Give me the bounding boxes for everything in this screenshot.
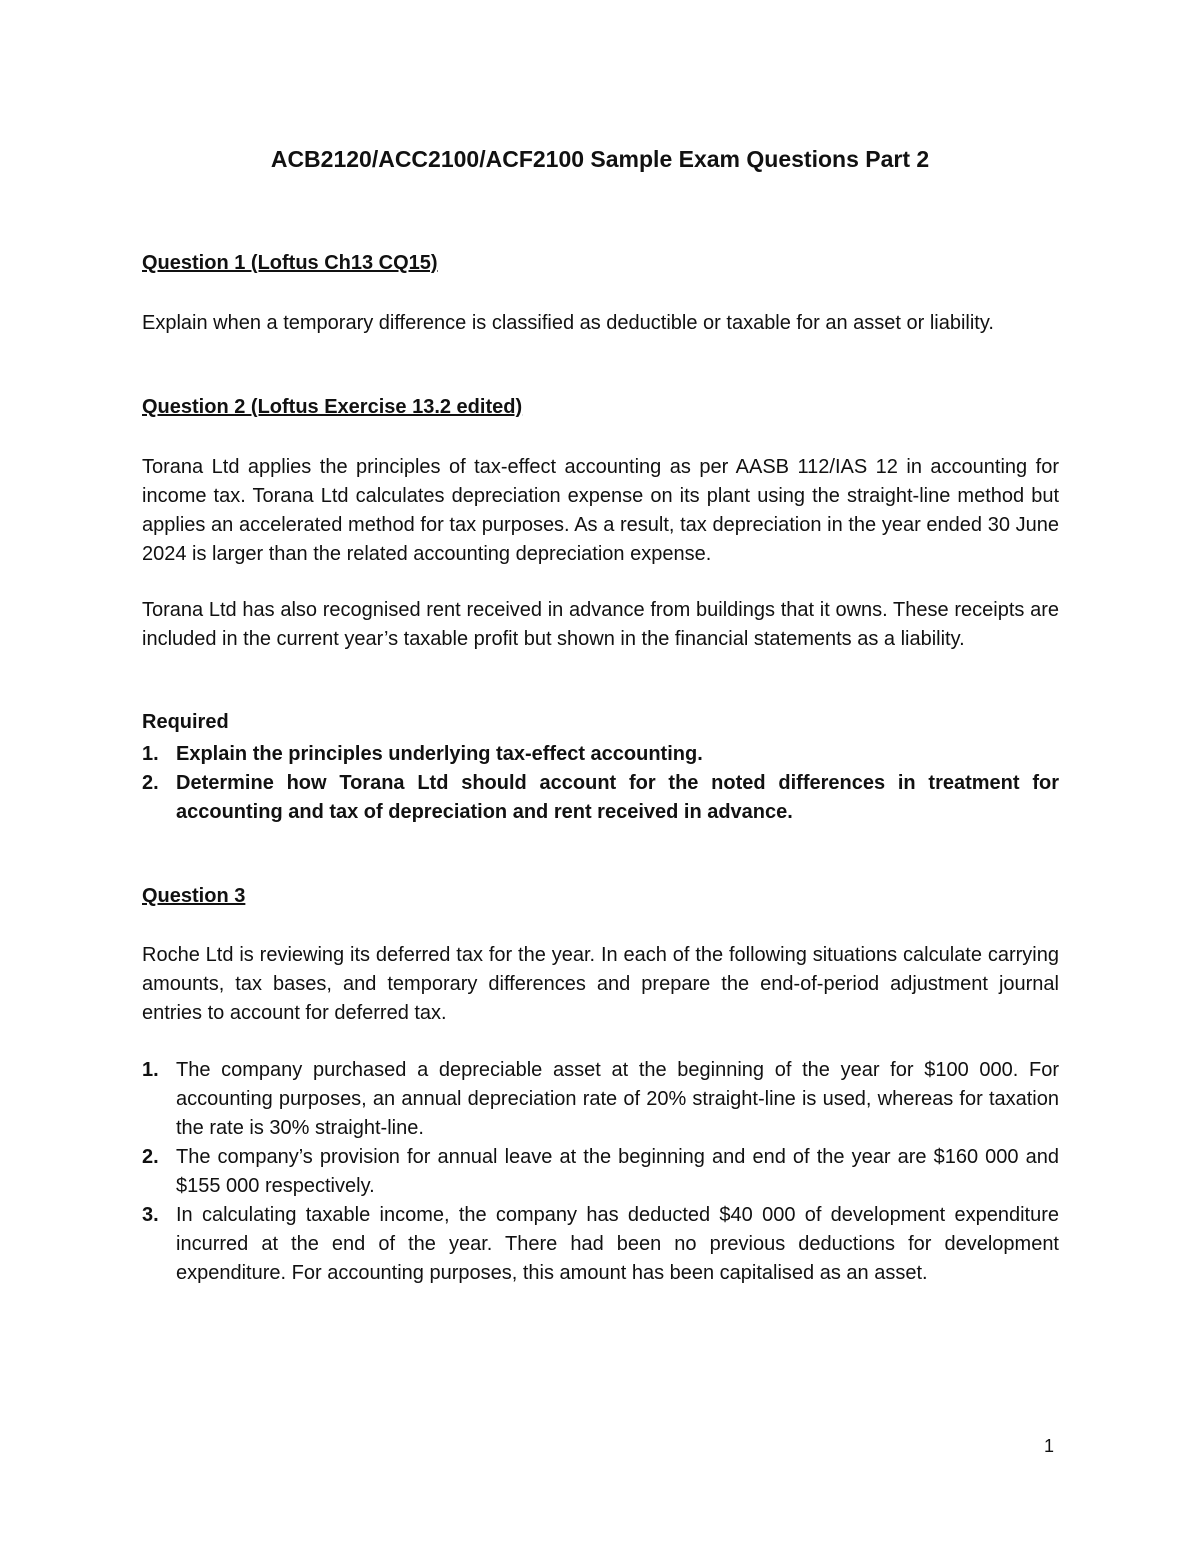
list-item-text: Determine how Torana Ltd should account for the noted differences in treatment for accounting and tax of depreciation and rent received in advance. <box>176 772 1059 823</box>
list-item-text: The company purchased a depreciable asset at the beginning of the year for $100 000. For accounting purposes, an annual depreciation rate of 20% straight-line is used, whereas for taxation the rate is 30% straight-line. <box>176 1059 1059 1139</box>
list-item <box>142 769 1059 827</box>
list-item <box>142 1056 1059 1143</box>
question-3-situation-list <box>142 1056 1059 1288</box>
list-item-text: The company’s provision for annual leave at the beginning and end of the year are $160 000 and $155 000 respectively. <box>176 1146 1059 1197</box>
question-1-body: Explain when a temporary difference is classified as deductible or taxable for an asset or liability. <box>142 312 994 334</box>
list-item-text: Explain the principles underlying tax-effect accounting. <box>176 743 703 765</box>
question-2-paragraph-2: Torana Ltd has also recognised rent received in advance from buildings that it owns. These receipts are included in the current year’s taxable profit but shown in the financial statements as a liability. <box>142 599 1059 650</box>
list-item-number: 2. <box>142 1146 159 1168</box>
list-item <box>142 740 1059 769</box>
list-item-text: In calculating taxable income, the company has deducted $40 000 of development expenditure incurred at the end of the year. There had been no previous deductions for development expenditure. For accounting purposes, this amount has been capitalised as an asset. <box>176 1204 1059 1284</box>
list-item-number: 1. <box>142 1059 159 1081</box>
question-3-intro: Roche Ltd is reviewing its deferred tax for the year. In each of the following situations calculate carrying amounts, tax bases, and temporary differences and prepare the end-of-period adjustment journal entries to account for deferred tax. <box>142 944 1059 1024</box>
list-item <box>142 1143 1059 1201</box>
question-1-heading: Question 1 (Loftus Ch13 CQ15) <box>142 252 438 274</box>
question-3-heading: Question 3 <box>142 885 246 907</box>
question-2-required-label: Required <box>142 711 229 733</box>
list-item <box>142 1201 1059 1288</box>
list-item-number: 2. <box>142 772 159 794</box>
question-2-heading: Question 2 (Loftus Exercise 13.2 edited) <box>142 396 523 418</box>
question-2-paragraph-1: Torana Ltd applies the principles of tax-effect accounting as per AASB 112/IAS 12 in accounting for income tax. Torana Ltd calculates depreciation expense on its plant using the straight-line method but applies an accelerated method for tax purposes. As a result, tax depreciation in the year ended 30 June 2024 is larger than the related accounting depreciation expense. <box>142 456 1059 565</box>
list-item-number: 3. <box>142 1204 159 1226</box>
page-title: ACB2120/ACC2100/ACF2100 Sample Exam Questions Part 2 <box>270 146 930 172</box>
question-2-required-list <box>142 740 1059 827</box>
page-number: 1 <box>1044 1436 1055 1456</box>
list-item-number: 1. <box>142 743 159 765</box>
